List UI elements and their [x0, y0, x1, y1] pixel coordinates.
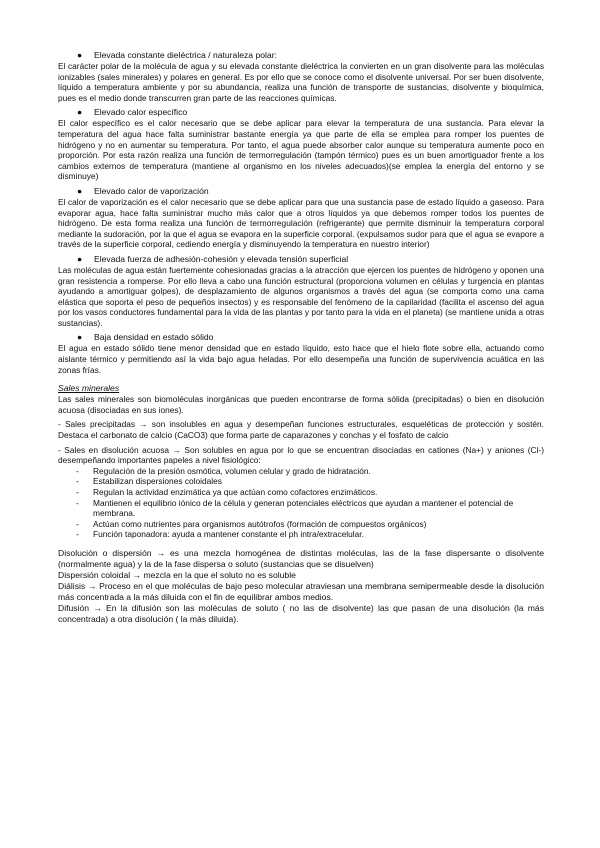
- property-title: Elevado calor específico: [94, 107, 188, 118]
- bullet-icon: ●: [77, 50, 83, 60]
- definition-disolucion: Disolución o dispersión → es una mezcla homogénea de distintas moléculas, las de la fase dispersante o disolvente (normalmente agua) y la de la fase dispersa o soluto (sustancias que se disuelven): [58, 547, 544, 569]
- property-paragraph: El calor de vaporización es el calor necesario que se debe aplicar para que una sustancia pase de estado líquido a gaseoso. Para evaporar agua, hace falta suministrar mucho más calor que a otros líquidos ya que debemos romper todos los puentes de hidrógeno. De esta forma realiza una función de termorregulación (refrigerante) que permite disminuir la temperatura corporal mediante la sudoración, por la que el agua se evapora en la superficie corporal. (expulsamos sudor para que el agua se evapore a través de la superficie corporal, cediendo energía y disminuyendo la temperatura en nuestro interior): [58, 196, 544, 250]
- sales-intro: Las sales minerales son biomoléculas inorgánicas que pueden encontrarse de forma sólida (precipitadas) o bien en disolución acuosa (disociadas en sus iones).: [58, 394, 544, 415]
- list-item: - Estabilizan dispersiones coloidales: [76, 476, 222, 487]
- bullet-icon: ●: [77, 107, 83, 118]
- sales-disolucion: - Sales en disolución acuosa → Son solubles en agua por lo que se encuentran disociadas en cationes (Na+) y aniones (Cl-) desempeñando importantes papeles a nivel fisiológico:: [58, 444, 544, 466]
- sales-precipitadas: - Sales precipitadas → son insolubles en agua y desempeñan funciones estructurales, esqueléticas de protección y sostén. Destaca el carbonato de calcio (CaCO3) que forma parte de caparazones y conchas y el fosfato de calcio: [58, 419, 544, 441]
- bullet-icon: ●: [77, 253, 83, 264]
- property-title: Elevada constante dieléctrica / naturaleza polar:: [94, 50, 277, 60]
- property-title: Elevado calor de vaporización: [94, 185, 209, 196]
- list-item: - Mantienen el equilibrio iónico de la célula y generan potenciales eléctricos que ayudan a mantener el potencial de membrana.: [76, 497, 514, 519]
- property-title: Baja densidad en estado sólido: [94, 332, 214, 343]
- property-paragraph: El calor específico es el calor necesario que se debe aplicar para elevar la temperatura de una sustancia. Para elevar la temperatura del agua hace falta suministrar bastante energía ya que parte de ella se emplea para romper los puentes de hidrógeno y no en aumentar su temperatura. Por tanto, el agua puede absorber calor aunque su temperatura aumente poco en proporción. Por esta razón realiza una función de termorregulación (tampón térmico) pues es un buen amortiguador frente a los cambios externos de temperatura (mantiene al organismo en los niveles adecuados)(se emplea la energía del entorno y se disminuye): [58, 118, 544, 182]
- bullet-heading: [58, 332, 544, 343]
- bullet-heading: [58, 50, 544, 61]
- section-heading: Sales minerales: [58, 383, 120, 394]
- bullet-icon: ●: [77, 185, 83, 196]
- document-page: [58, 50, 544, 625]
- list-item: - Regulación de la presión osmótica, volumen celular y grado de hidratación.: [76, 465, 371, 476]
- bullet-heading: [58, 254, 544, 265]
- property-paragraph: El agua en estado sólido tiene menor densidad que en estado líquido, esto hace que el hielo flote sobre ella, actuando como aislante térmico y permitiendo así la vida bajo agua heladas. Por ello desempeña una función de supervivencia acuática en las zonas frías.: [58, 343, 544, 375]
- list-item: - Actúan como nutrientes para organismos autótrofos (formación de compuestos orgánicos): [76, 518, 427, 529]
- bullet-icon: ●: [77, 332, 83, 343]
- list-item: - Función taponadora: ayuda a mantener constante el ph intra/extracelular.: [76, 529, 364, 540]
- list-item: - Regulan la actividad enzimática ya que actúan como cofactores enzimáticos.: [76, 487, 378, 497]
- bullet-heading: [58, 107, 544, 118]
- property-paragraph: El carácter polar de la molécula de agua y su elevada constante dieléctrica la convierten en un gran disolvente para las moléculas ionizables (sales minerales) y polares en general. Es por ello que se conoce como el disolvente universal. Por ser buen disolvente, líquido a temperatura ambiente y por su abundancia, realiza una función de transporte de sustancias, disolvente y bioquímica, pues es el medio donde transcurren gran parte de las reacciones químicas.: [58, 61, 544, 103]
- property-title: Elevada fuerza de adhesión-cohesión y elevada tensión superficial: [94, 253, 349, 264]
- sales-functions-list: [58, 466, 544, 540]
- definition-dispersion-coloidal: Dispersión coloidal → mezcla en la que el soluto no es soluble: [58, 569, 296, 580]
- property-paragraph: Las moléculas de agua están fuertemente cohesionadas gracias a la atracción que ejercen los puentes de hidrógeno y oponen una gran resistencia a romperse. Por ello lleva a cabo una función estructural (proporciona volumen en células y turgencia en plantas ayudando a amortiguar golpes), de desplazamiento de algunos organismos a través del agua (se comporta como una cama elástica que soporta el peso de pequeños insectos) y es responsable del fenómeno de la capilaridad (facilita el ascenso del agua por los vasos conductores fundamental para la vida de las plantas y por tanto para la vida en el planeta) (se mantiene unida a otras sustancias).: [58, 264, 544, 328]
- bullet-heading: [58, 186, 544, 197]
- definition-dialisis: Diálisis → Proceso en el que moléculas de bajo peso molecular atraviesan una membrana semipermeable desde la disolución más concentrada a la más diluida con el fin de equilibrar ambos medios.: [58, 580, 544, 602]
- definition-difusion: Difusión → En la difusión son las moléculas de soluto ( no las de disolvente) las que pasan de una disolución (la más concentrada) a otra disolución ( la más diluida).: [58, 602, 544, 624]
